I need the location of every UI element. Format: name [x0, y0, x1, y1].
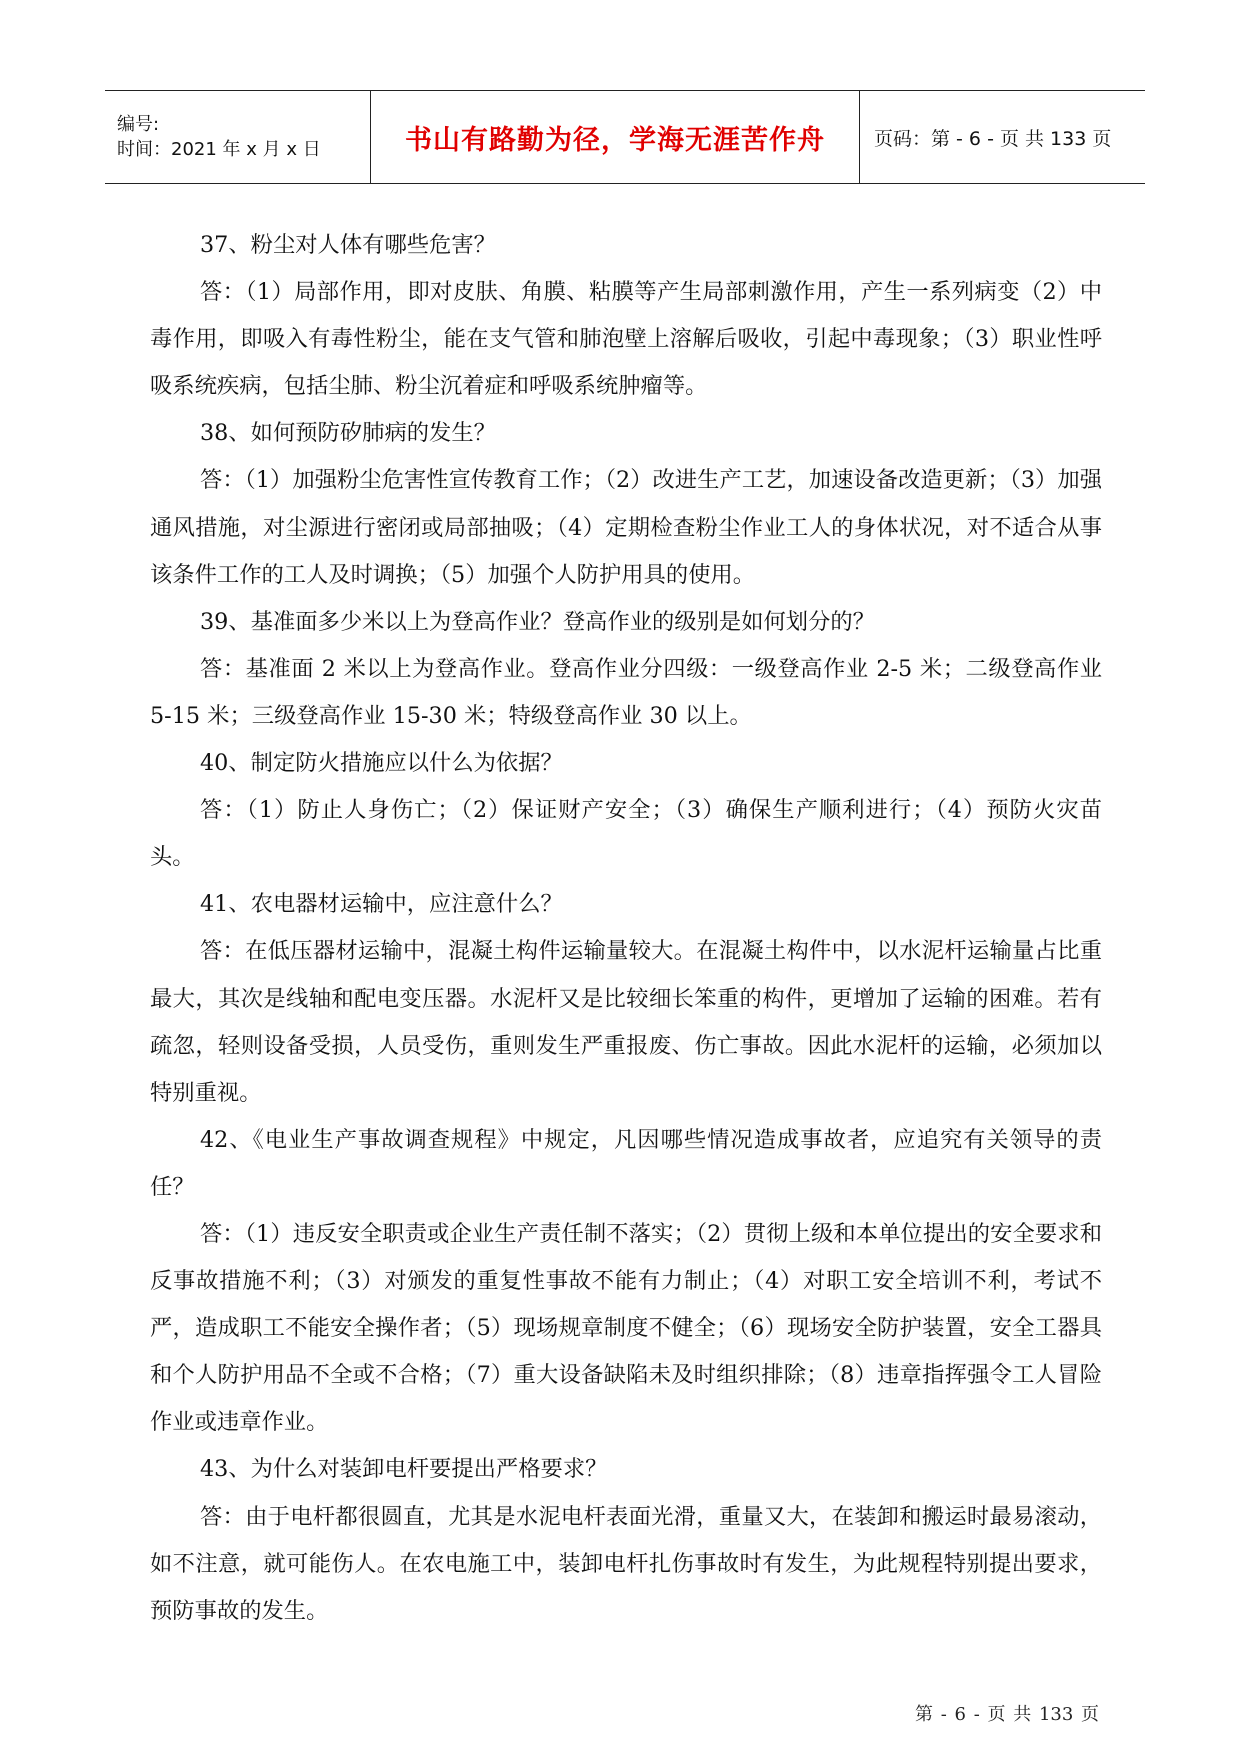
question-paragraph: 38、如何预防矽肺病的发生？ [200, 420, 496, 447]
header-meta [105, 91, 370, 183]
page-footer: 第 - 6 - 页 共 133 页 [915, 1704, 1100, 1725]
question-paragraph: 40、制定防火措施应以什么为依据？ [200, 750, 563, 777]
answer-paragraph: 答：（1）防止人身伤亡；（2）保证财产安全；（3）确保生产顺利进行；（4）预防火灾苗头。 [150, 797, 1102, 871]
document-body [150, 222, 1102, 1635]
header-page-cell [860, 91, 1145, 183]
question-paragraph: 37、粉尘对人体有哪些危害？ [200, 232, 496, 258]
header-motto: 书山有路勤为径，学海无涯苦作舟 [405, 124, 825, 156]
answer-paragraph: 答：由于电杆都很圆直，尤其是水泥电杆表面光滑，重量又大，在装卸和搬运时最易滚动，如不注意，就可能伤人。在农电施工中，装卸电杆扎伤事故时有发生，为此规程特别提出要求，预防事故的发生。 [150, 1503, 1102, 1624]
question-paragraph: 42、《电业生产事故调查规程》中规定，凡因哪些情况造成事故者，应追究有关领导的责任？ [150, 1126, 1102, 1200]
header-motto-cell [370, 91, 860, 183]
answer-paragraph: 答：在低压器材运输中，混凝土构件运输量较大。在混凝土构件中，以水泥杆运输量占比重最大，其次是线轴和配电变压器。水泥杆又是比较细长笨重的构件，更增加了运输的困难。若有疏忽，轻则设备受损，人员受伤，重则发生严重报废、伤亡事故。因此水泥杆的运输，必须加以特别重视。 [150, 938, 1102, 1106]
page-header [105, 90, 1145, 184]
answer-paragraph: 答：基准面 2 米以上为登高作业。登高作业分四级：一级登高作业 2-5 米；二级登高作业 5-15 米；三级登高作业 15-30 米；特级登高作业 30 以上。 [150, 655, 1102, 729]
answer-paragraph: 答：（1）局部作用，即对皮肤、角膜、粘膜等产生局部刺激作用，产生一系列病变（2）中毒作用，即吸入有毒性粉尘，能在支气管和肺泡壁上溶解后吸收，引起中毒现象；（3）职业性呼吸系统疾病，包括尘肺、粉尘沉着症和呼吸系统肿瘤等。 [150, 279, 1102, 400]
document-number-label: 编号: [117, 114, 160, 135]
question-paragraph: 39、基准面多少米以上为登高作业？登高作业的级别是如何划分的？ [200, 608, 875, 635]
header-page-label: 页码：第 - 6 - 页 共 133 页 [874, 127, 1112, 150]
question-paragraph: 43、为什么对装卸电杆要提出严格要求？ [200, 1456, 608, 1483]
answer-paragraph: 答：（1）加强粉尘危害性宣传教育工作；（2）改进生产工艺，加速设备改造更新；（3）加强通风措施，对尘源进行密闭或局部抽吸；（4）定期检查粉尘作业工人的身体状况，对不适合从事该条件工作的工人及时调换；（5）加强个人防护用具的使用。 [150, 467, 1102, 588]
document-time-label: 时间：2021 年 x 月 x 日 [117, 139, 321, 160]
answer-paragraph: 答：（1）违反安全职责或企业生产责任制不落实；（2）贯彻上级和本单位提出的安全要求和反事故措施不利；（3）对颁发的重复性事故不能有力制止；（4）对职工安全培训不利，考试不严，造成职工不能安全操作者；（5）现场规章制度不健全；（6）现场安全防护装置，安全工器具和个人防护用品不全或不合格；（7）重大设备缺陷未及时组织排除；（8）违章指挥强令工人冒险作业或违章作业。 [150, 1220, 1102, 1436]
question-paragraph: 41、农电器材运输中，应注意什么？ [200, 891, 563, 918]
